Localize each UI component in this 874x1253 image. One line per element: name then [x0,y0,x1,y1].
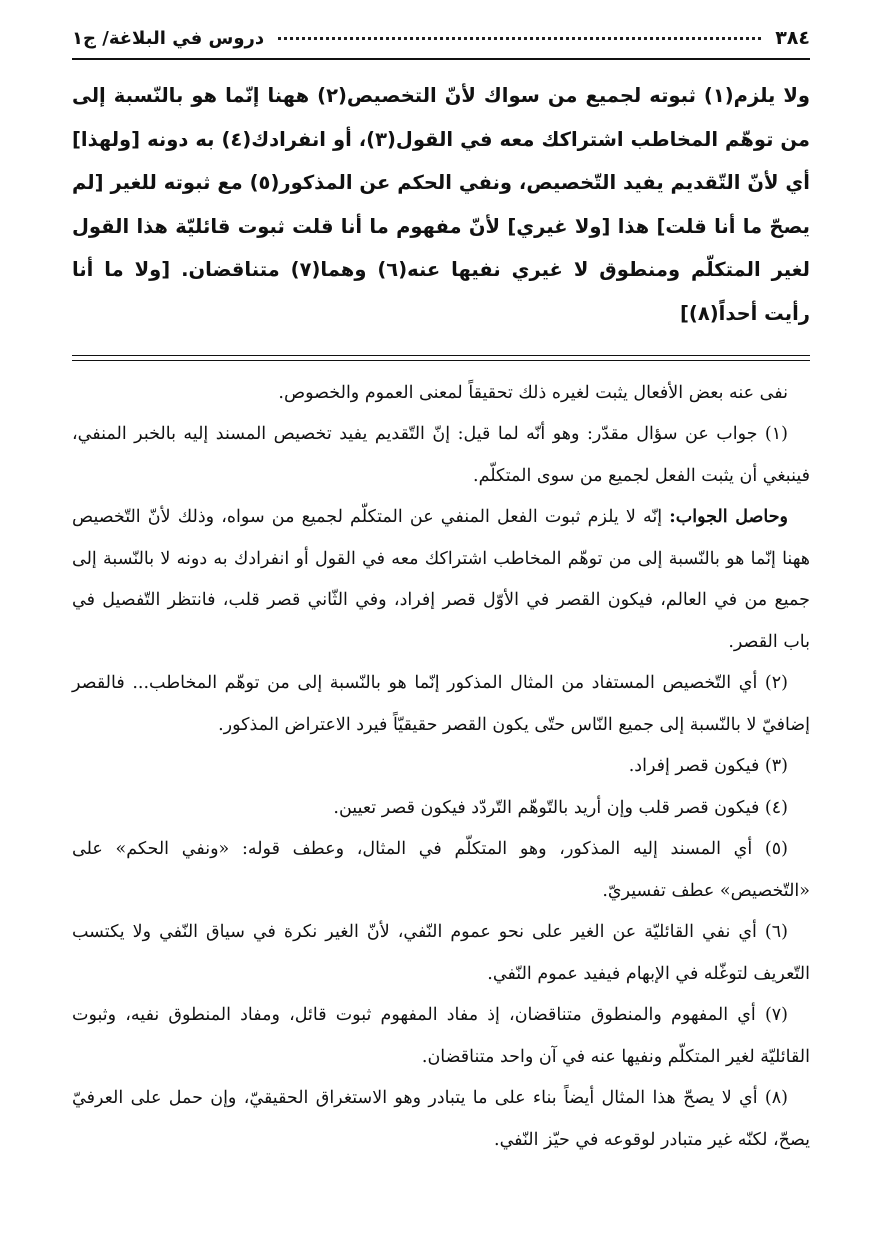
footnotes [72,373,810,1162]
footnote-1: (١) جواب عن سؤال مقدّر: وهو أنّه لما قيل: إنّ التّقديم يفيد تخصيص المسند إليه بالخبر المنفي، فينبغي أن يثبت الفعل لجميع من سوى المتكلّم. [72,424,810,486]
footnote-1-answer-body: إنّه لا يلزم ثبوت الفعل المنفي عن المتكلّم لجميع من سواه، وذلك لأنّ التّخصيص ههنا إنّما هو بالنّسبة إلى من توهّم المخاطب اشتراكك معه في القول أو انفرادك به دونه لا بالنّسبة إلى جميع من في العالم، فيكون القصر في الأوّل قصر إفراد، وفي الثّاني قصر قلب، فانتظر التّفصيل في باب القصر. [72,507,810,652]
footnote-4: (٤) فيكون قصر قلب وإن أريد بالتّوهّم التّردّد فيكون قصر تعيين. [333,797,788,818]
footnote-1-answer [72,497,810,663]
footnote-8: (٨) أي لا يصحّ هذا المثال أيضاً بناء على ما يتبادر وهو الاستغراق الحقيقيّ، وإن حمل على العرفيّ يصحّ، لكنّه غير متبادر لوقوعه في حيّز النّفي. [72,1088,810,1150]
book-page [72,18,810,1238]
footnote-separator [72,355,810,361]
page-header [72,18,810,60]
main-text: ولا يلزم(١) ثبوته لجميع من سواك لأنّ التخصيص(٢) ههنا إنّما هو بالنّسبة إلى من توهّم المخاطب اشتراكك معه في القول(٣)، أو انفرادك(٤) به دونه [ولهذا] أي لأنّ التّقديم يفيد التّخصيص، ونفي الحكم عن المذكور(٥) مع ثبوته للغير [لم يصحّ ما أنا قلت] هذا [ولا غيري] لأنّ مفهوم ما أنا قلت ثبوت قائليّة هذا القول لغير المتكلّم ومنطوق لا غيري نفيها عنه(٦) وهما(٧) متناقضان. [ولا ما أنا رأيت أحداً(٨)] [72,84,811,325]
header-dotted-leader [278,37,761,40]
footnote-6: (٦) أي نفي القائليّة عن الغير على نحو عموم النّفي، لأنّ الغير نكرة في سياق النّفي ولا يكتسب التّعريف لتوغّله في الإبهام فيفيد عموم النّفي. [72,922,810,984]
footnote-3: (٣) فيكون قصر إفراد. [628,756,788,776]
running-title: دروس في البلاغة/ ج١ [72,27,265,49]
footnote-1-answer-lead: وحاصل الجواب: [669,507,788,527]
footnote-7: (٧) أي المفهوم والمنطوق متناقضان، إذ مفاد المفهوم ثبوت قائل، ومفاد المنطوق نفيه، وثبوت القائليّة لغير المتكلّم ونفيها عنه في آن واحد متناقضان. [72,1005,810,1067]
footnote-5: (٥) أي المسند إليه المذكور، وهو المتكلّم في المثال، وعطف قوله: «ونفي الحكم» على «التّخصيص» عطف تفسيريّ. [72,839,810,901]
footnote-continuation: نفى عنه بعض الأفعال يثبت لغيره ذلك تحقيقاً لمعنى العموم والخصوص. [278,382,788,403]
page-number: ٣٨٤ [775,27,810,49]
footnote-2: (٢) أي التّخصيص المستفاد من المثال المذكور إنّما هو بالنّسبة إلى من توهّم المخاطب... فالقصر إضافيّ لا بالنّسبة إلى جميع النّاس حتّى يكون القصر حقيقيّاً فيرد الاعتراض المذكور. [72,673,810,735]
